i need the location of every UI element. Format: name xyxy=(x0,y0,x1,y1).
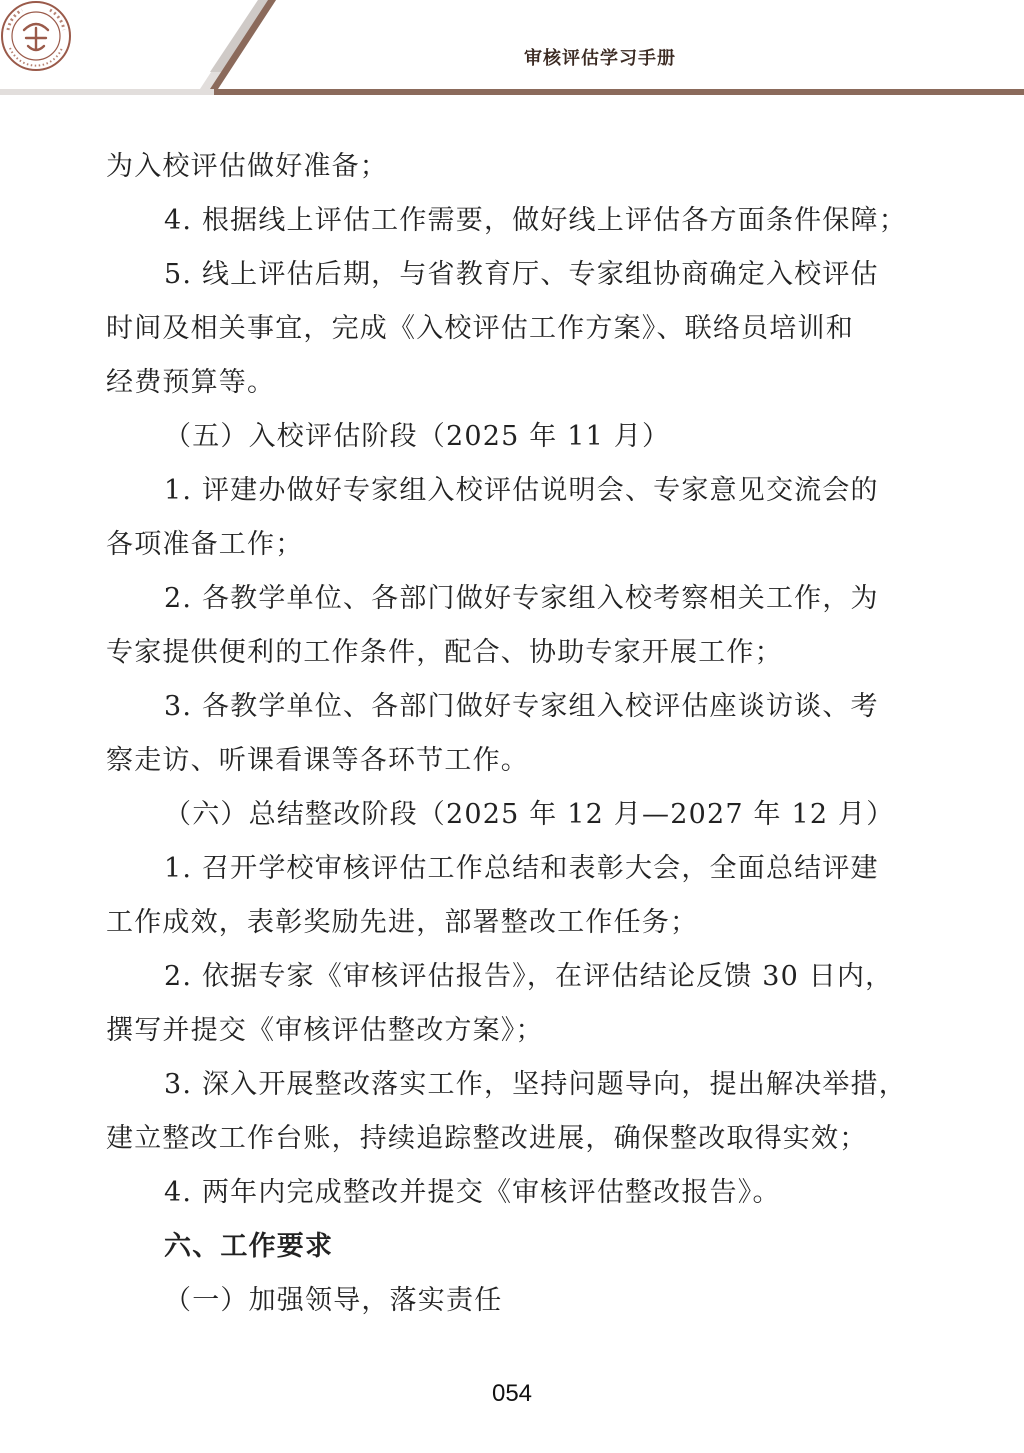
body-line: 3. 深入开展整改落实工作，坚持问题导向，提出解决举措， xyxy=(164,1069,907,1100)
body-line: 撰写并提交《审核评估整改方案》； xyxy=(106,1015,544,1046)
body-line: 各项准备工作； xyxy=(106,529,304,560)
body-line: 3. 各教学单位、各部门做好专家组入校评估座谈访谈、考 xyxy=(164,691,879,722)
section-heading: （六）总结整改阶段（2025 年 12 月—2027 年 12 月） xyxy=(164,799,895,830)
header-title: 审核评估学习手册 xyxy=(524,48,676,69)
body-line: 2. 依据专家《审核评估报告》，在评估结论反馈 30 日内， xyxy=(164,961,894,992)
section-heading: （五）入校评估阶段（2025 年 11 月） xyxy=(164,421,671,452)
body-line: 1. 召开学校审核评估工作总结和表彰大会，全面总结评建 xyxy=(164,853,879,884)
body-line: 2. 各教学单位、各部门做好专家组入校考察相关工作，为 xyxy=(164,583,879,614)
body-line: 察走访、听课看课等各环节工作。 xyxy=(106,745,529,776)
university-seal-icon xyxy=(0,0,72,72)
body-line: 专家提供便利的工作条件，配合、协助专家开展工作； xyxy=(106,637,783,668)
body-line: 4. 两年内完成整改并提交《审核评估整改报告》。 xyxy=(164,1177,781,1208)
page-number: 054 xyxy=(491,1380,533,1407)
chapter-heading: 六、工作要求 xyxy=(164,1231,334,1262)
body-line: 5. 线上评估后期，与省教育厅、专家组协商确定入校评估 xyxy=(164,259,879,290)
body-line: 工作成效，表彰奖励先进，部署整改工作任务； xyxy=(106,907,699,938)
header-decoration xyxy=(0,0,1024,100)
body-line: 1. 评建办做好专家组入校评估说明会、专家意见交流会的 xyxy=(164,475,879,506)
body-line: 为入校评估做好准备； xyxy=(106,151,388,182)
body-line: 经费预算等。 xyxy=(106,367,276,398)
body-line: 4. 根据线上评估工作需要，做好线上评估各方面条件保障； xyxy=(164,205,907,236)
document-body xyxy=(106,140,922,1328)
body-line: 建立整改工作台账，持续追踪整改进展，确保整改取得实效； xyxy=(106,1123,868,1154)
subsection-heading: （一）加强领导，落实责任 xyxy=(164,1285,503,1316)
body-line: 时间及相关事宜，完成《入校评估工作方案》、联络员培训和 xyxy=(106,313,854,344)
page-header xyxy=(0,0,1024,100)
